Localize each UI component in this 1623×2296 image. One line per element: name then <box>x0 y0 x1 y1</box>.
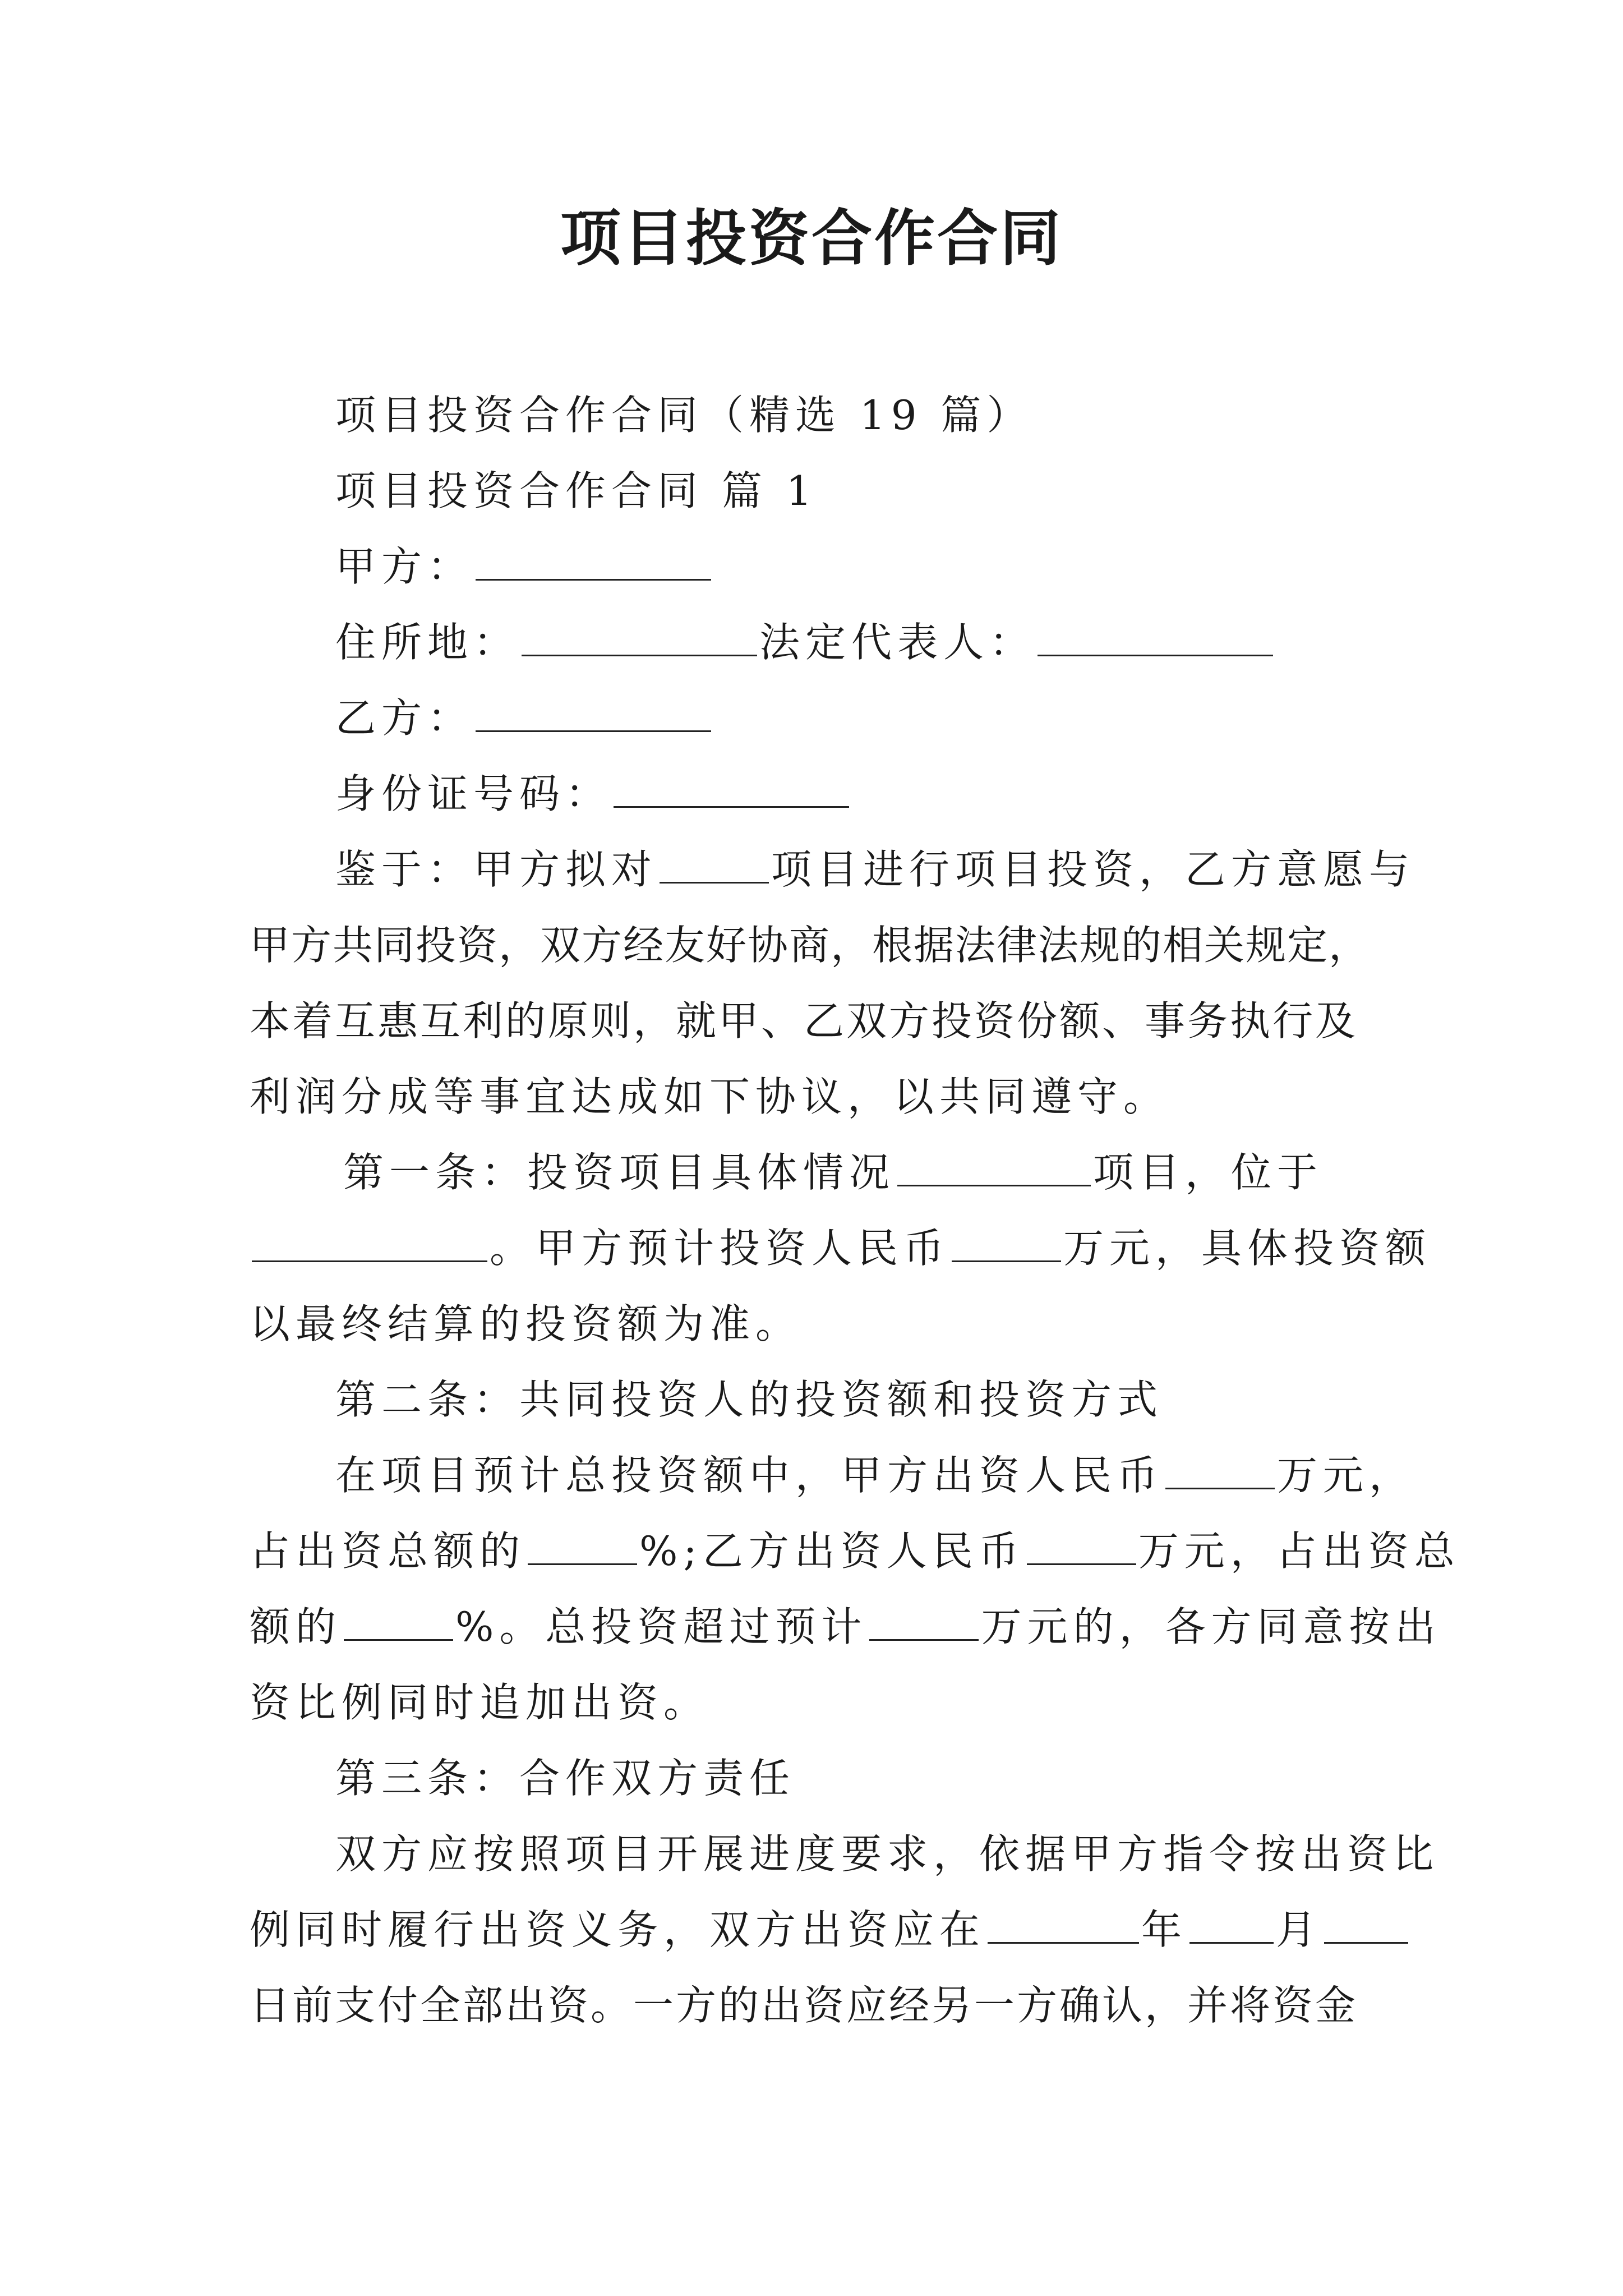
recital-line-3: 本着互惠互利的原则，就甲、乙双方投资份额、事务执行及 <box>250 997 1358 1045</box>
investment-amount-blank <box>952 1221 1061 1262</box>
location-blank <box>252 1221 487 1262</box>
article-2-text-d: %;乙方出资人民币 <box>639 1527 1025 1575</box>
legal-rep-label: 法定代表人： <box>759 619 1036 666</box>
recital-text-1b: 项目进行项目投资，乙方意愿与 <box>771 846 1415 893</box>
recital-text-1a: 鉴于：甲方拟对 <box>335 846 658 893</box>
project-name-blank <box>660 843 769 884</box>
party-a-contribution-blank <box>1165 1448 1275 1489</box>
article-1-text-d: 万元，具体投资额 <box>1063 1225 1432 1272</box>
legal-rep-blank <box>1038 615 1273 656</box>
month-blank <box>1189 1903 1274 1944</box>
article-1-line-1 <box>343 1144 1476 1200</box>
year-label: 年 <box>1141 1906 1188 1953</box>
party-b-blank <box>476 691 711 732</box>
article-2-text-f: 额的 <box>250 1603 342 1650</box>
article-1-text-c: 。甲方预计投资人民币 <box>490 1225 950 1272</box>
subtitle-collection: 项目投资合作合同（精选 19 篇） <box>335 392 1033 439</box>
article-1-line-2 <box>250 1220 1432 1276</box>
domicile-blank <box>522 615 757 656</box>
article-2-text-c: 占出资总额的 <box>250 1527 526 1575</box>
party-a-percent-blank <box>528 1524 637 1565</box>
domicile-row <box>335 614 1468 670</box>
article-3-text-b: 例同时履行出资义务，双方出资应在 <box>250 1906 986 1953</box>
document-title: 项目投资合作合同 <box>560 203 1063 274</box>
article-2-text-h: 万元的，各方同意按出 <box>981 1603 1441 1650</box>
party-a-label: 甲方： <box>335 543 474 590</box>
article-2-text-g: %。总投资超过预计 <box>455 1603 868 1650</box>
article-1-line-3: 以最终结算的投资额为准。 <box>250 1300 802 1347</box>
party-b-row <box>335 690 1468 746</box>
article-3-heading: 第三条：合作双方责任 <box>335 1755 796 1802</box>
total-investment-blank <box>869 1600 979 1641</box>
article-3-line-3: 日前支付全部出资。一方的出资应经另一方确认，并将资金 <box>250 1982 1358 2029</box>
subtitle-part: 项目投资合作合同 篇 1 <box>335 467 818 514</box>
recital-line-1 <box>335 841 1468 898</box>
recital-line-2: 甲方共同投资，双方经友好协商，根据法律法规的相关规定， <box>250 922 1371 969</box>
day-blank <box>1324 1903 1408 1944</box>
party-a-row <box>335 539 1468 595</box>
party-b-label: 乙方： <box>335 694 474 742</box>
article-2-text-e: 万元，占出资总 <box>1138 1527 1460 1575</box>
id-number-blank <box>614 767 849 808</box>
party-b-contribution-blank <box>1027 1524 1136 1565</box>
article-1-heading: 第一条：投资项目具体情况 <box>343 1149 896 1196</box>
id-number-row <box>335 766 1468 822</box>
article-2-line-4: 资比例同时追加出资。 <box>250 1679 710 1726</box>
month-label: 月 <box>1276 1906 1322 1953</box>
party-b-percent-blank <box>344 1600 453 1641</box>
year-blank <box>988 1903 1139 1944</box>
recital-line-4: 利润分成等事宜达成如下协议，以共同遵守。 <box>250 1073 1170 1120</box>
domicile-label: 住所地： <box>335 619 520 666</box>
article-3-line-2 <box>250 1902 1382 1958</box>
article-2-line-1 <box>335 1447 1468 1503</box>
article-3-line-1: 双方应按照项目开展进度要求，依据甲方指令按出资比 <box>335 1830 1440 1878</box>
article-2-heading: 第二条：共同投资人的投资额和投资方式 <box>335 1376 1164 1423</box>
id-number-label: 身份证号码： <box>335 770 612 817</box>
article-2-line-3 <box>250 1599 1441 1655</box>
article-2-text-a: 在项目预计总投资额中，甲方出资人民币 <box>335 1452 1164 1499</box>
article-1-location-text: 项目，位于 <box>1093 1149 1324 1196</box>
party-a-blank <box>476 540 711 581</box>
article-2-text-b: 万元， <box>1277 1452 1415 1499</box>
project-details-blank <box>897 1145 1091 1186</box>
article-2-line-2 <box>250 1523 1460 1579</box>
